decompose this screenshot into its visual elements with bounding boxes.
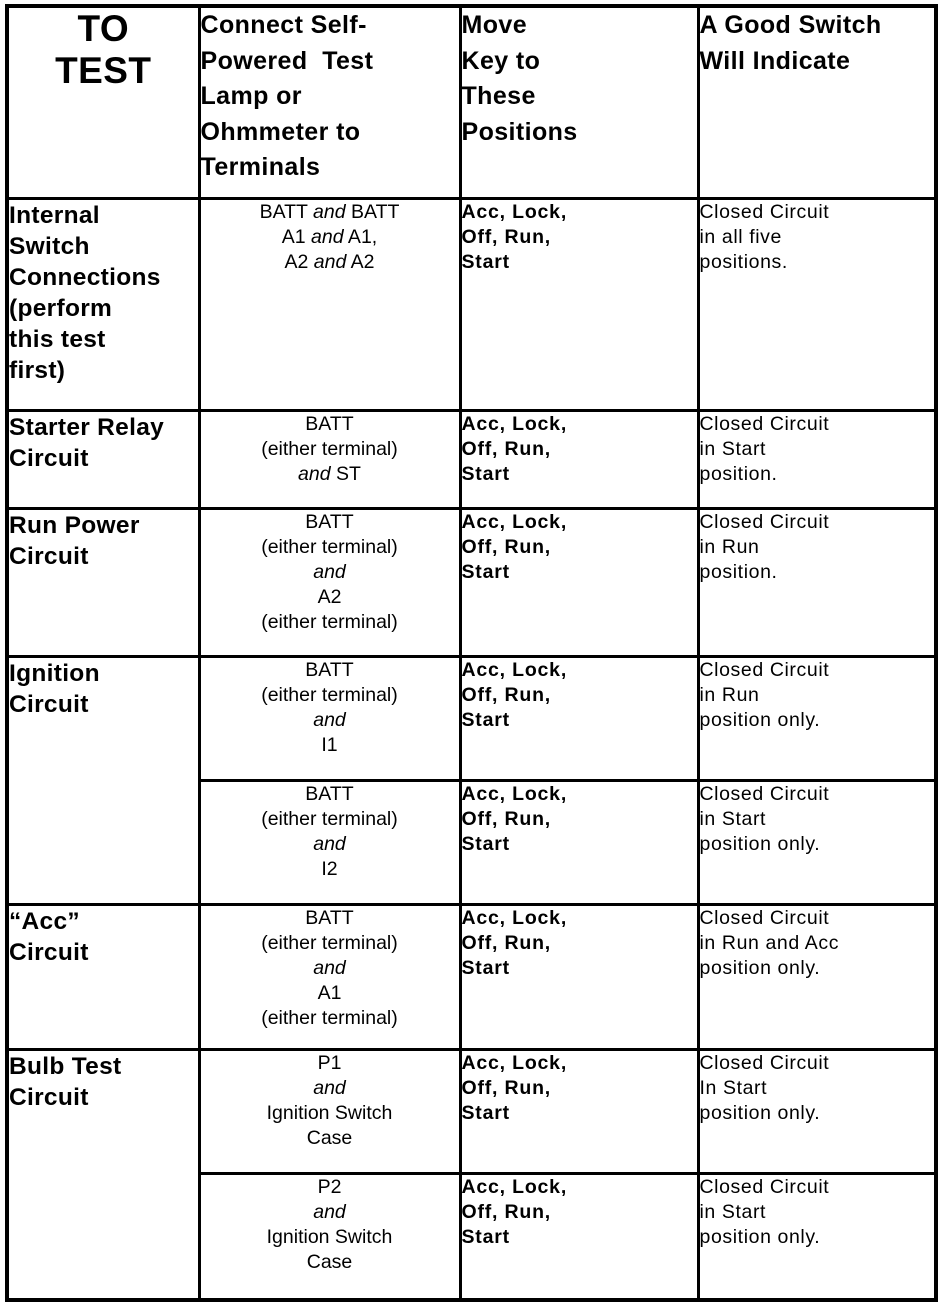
label-line: this test [9,325,106,353]
position-line: Off, Run, [461,931,552,954]
terminal-text: A2 [284,250,314,273]
terminal-text: BATT [259,200,314,223]
terminal-line [201,535,459,560]
terminals-cell [199,1049,460,1173]
header-line: These [461,82,536,110]
header-line: Terminals [200,153,321,181]
key-positions-cell [460,780,698,904]
terminals-cell [199,656,460,780]
indication-line: position. [699,560,778,583]
indication-line: in Run and Acc [699,931,840,954]
position-line: Off, Run, [461,437,552,460]
and-connector: and [313,560,346,583]
indication-line: in all five [699,225,782,248]
terminal-line [201,857,459,882]
terminal-line [201,200,459,225]
header-row [7,6,936,198]
indication-line: in Run [699,535,760,558]
position-line: Acc, Lock, [461,200,568,223]
header-line: Move [461,11,528,39]
terminal-text: P2 [317,1175,342,1198]
table-row [7,904,936,1049]
table-body [7,198,936,1300]
header-line: Lamp or [200,82,302,110]
row-label-circuit [7,1049,199,1300]
and-connector: and [313,708,346,731]
label-line: “Acc” [9,907,80,935]
terminal-text: A1, [343,225,378,248]
header-line: Will Indicate [699,46,851,75]
header-line: Positions [461,117,578,146]
indication-line: Closed Circuit [699,1175,830,1198]
indication-line: Closed Circuit [699,412,830,435]
terminal-line [201,832,459,857]
position-line: Off, Run, [461,807,552,830]
position-line: Off, Run, [461,1076,552,1099]
indication-line: Closed Circuit [699,1051,830,1074]
terminal-text: (either terminal) [261,807,398,830]
ignition-switch-test-table [5,4,938,1302]
label-line: (perform [9,294,113,322]
terminal-text: Ignition Switch [266,1225,393,1248]
label-line: Connections [9,263,161,291]
position-line: Start [461,832,510,855]
header-good-switch [698,6,936,198]
indication-cell [698,780,936,904]
indication-cell [698,410,936,508]
terminals-cell [199,410,460,508]
terminal-line [201,1101,459,1126]
label-line: Circuit [9,938,89,966]
label-line: Ignition [9,659,100,687]
and-connector: and [298,462,331,485]
and-connector: and [313,1076,346,1099]
header-move-key [460,6,698,198]
indication-line: in Start [699,1200,767,1223]
terminal-text: I1 [321,733,338,756]
terminal-line [201,585,459,610]
terminals-cell [199,904,460,1049]
position-line: Start [461,250,510,273]
terminal-line [201,560,459,585]
terminal-text: BATT [305,412,354,435]
label-line: Circuit [9,542,89,570]
table-row [7,410,936,508]
indication-cell [698,508,936,656]
terminals-cell [199,198,460,410]
position-line: Off, Run, [461,683,552,706]
label-line: Switch [9,232,90,260]
row-label-starter-relay-circuit [7,410,199,508]
key-positions-cell [460,410,698,508]
and-connector: and [313,832,346,855]
terminal-line [201,708,459,733]
label-line: Starter Relay [9,413,165,441]
indication-cell [698,1049,936,1173]
position-line: Start [461,708,510,731]
terminals-cell [199,508,460,656]
label-line: Bulb Test [9,1052,122,1080]
position-line: Off, Run, [461,535,552,558]
label-line: Run Power [9,511,140,539]
label-line: Internal [9,201,100,229]
terminal-text: A1 [281,225,312,248]
terminal-text: A2 [346,250,375,273]
terminal-line [201,1200,459,1225]
label-line: first) [9,356,66,384]
terminal-line [201,956,459,981]
position-line: Start [461,462,510,485]
terminal-text: (either terminal) [261,437,398,460]
terminal-text: A2 [317,585,342,608]
position-line: Acc, Lock, [461,906,568,929]
terminal-text: Case [306,1250,353,1273]
row-label-ignition-circuit [7,656,199,904]
terminal-line [201,683,459,708]
terminal-text: Ignition Switch [266,1101,393,1124]
key-positions-cell [460,904,698,1049]
position-line: Start [461,956,510,979]
indication-line: Closed Circuit [699,658,830,681]
terminal-line [201,1051,459,1076]
terminal-line [201,1076,459,1101]
indication-line: position only. [699,956,821,979]
terminal-text: (either terminal) [261,1006,398,1029]
row-label-acc-circuit [7,904,199,1049]
header-line: TO [77,8,129,49]
header-line: Connect Self- [200,11,367,39]
and-connector: and [313,250,347,273]
indication-cell [698,1173,936,1300]
terminal-text: ST [330,462,361,485]
key-positions-cell [460,198,698,410]
terminal-line [201,412,459,437]
position-line: Acc, Lock, [461,782,568,805]
terminal-text: Case [306,1126,353,1149]
terminal-line [201,225,459,250]
header-to-test [7,6,199,198]
terminal-line [201,906,459,931]
indication-line: Closed Circuit [699,782,830,805]
label-line: Circuit [9,690,89,718]
header-connect [199,6,460,198]
terminal-line [201,1250,459,1275]
terminal-text: (either terminal) [261,535,398,558]
header-line: Powered Test [200,46,374,75]
indication-line: positions. [699,250,788,273]
indication-line: Closed Circuit [699,906,830,929]
and-connector: and [313,1200,346,1223]
position-line: Acc, Lock, [461,1051,568,1074]
terminal-line [201,733,459,758]
and-connector: and [313,200,346,223]
terminal-line [201,807,459,832]
terminal-line [201,931,459,956]
position-line: Start [461,560,510,583]
indication-line: In Start [699,1076,768,1099]
terminal-line [201,981,459,1006]
terminal-line [201,1006,459,1031]
indication-line: position only. [699,832,821,855]
indication-cell [698,198,936,410]
indication-line: position only. [699,708,821,731]
indication-line: position only. [699,1101,821,1124]
key-positions-cell [460,1049,698,1173]
table-row [7,656,936,780]
terminal-text: A1 [317,981,342,1004]
indication-line: Closed Circuit [699,510,830,533]
indication-cell [698,904,936,1049]
position-line: Off, Run, [461,225,552,248]
terminal-text: BATT [305,658,354,681]
label-line: Circuit [9,444,89,472]
terminal-text: (either terminal) [261,610,398,633]
header-line: TEST [55,50,152,91]
indication-line: Closed Circuit [699,200,830,223]
table-row [7,1049,936,1173]
terminal-text: (either terminal) [261,683,398,706]
indication-line: position. [699,462,778,485]
terminal-line [201,510,459,535]
position-line: Start [461,1225,510,1248]
position-line: Acc, Lock, [461,1175,568,1198]
terminal-text: BATT [305,782,354,805]
header-line: A Good Switch [699,11,882,39]
terminal-line [201,1225,459,1250]
terminal-line [201,462,459,487]
terminals-cell [199,1173,460,1300]
terminal-text: BATT [305,510,354,533]
key-positions-cell [460,508,698,656]
indication-cell [698,656,936,780]
terminal-text: P1 [317,1051,342,1074]
terminal-text: (either terminal) [261,931,398,954]
terminal-line [201,658,459,683]
label-line: Circuit [9,1083,89,1111]
table-row [7,508,936,656]
terminal-line [201,437,459,462]
indication-line: position only. [699,1225,821,1248]
row-label-internal-switch-connections [7,198,199,410]
terminal-line [201,782,459,807]
indication-line: in Start [699,807,767,830]
terminal-line [201,250,459,275]
terminal-text: BATT [345,200,400,223]
indication-line: in Start [699,437,767,460]
position-line: Acc, Lock, [461,658,568,681]
terminal-line [201,610,459,635]
indication-line: in Run [699,683,760,706]
table-row [7,198,936,410]
position-line: Off, Run, [461,1200,552,1223]
key-positions-cell [460,656,698,780]
position-line: Acc, Lock, [461,510,568,533]
key-positions-cell [460,1173,698,1300]
terminal-line [201,1126,459,1151]
header-line: Ohmmeter to [200,117,361,146]
terminal-text: I2 [321,857,338,880]
position-line: Acc, Lock, [461,412,568,435]
and-connector: and [311,225,344,248]
terminal-line [201,1175,459,1200]
terminal-text: BATT [305,906,354,929]
header-line: Key to [461,46,541,75]
terminals-cell [199,780,460,904]
position-line: Start [461,1101,510,1124]
row-label-run-power-circuit [7,508,199,656]
and-connector: and [313,956,346,979]
